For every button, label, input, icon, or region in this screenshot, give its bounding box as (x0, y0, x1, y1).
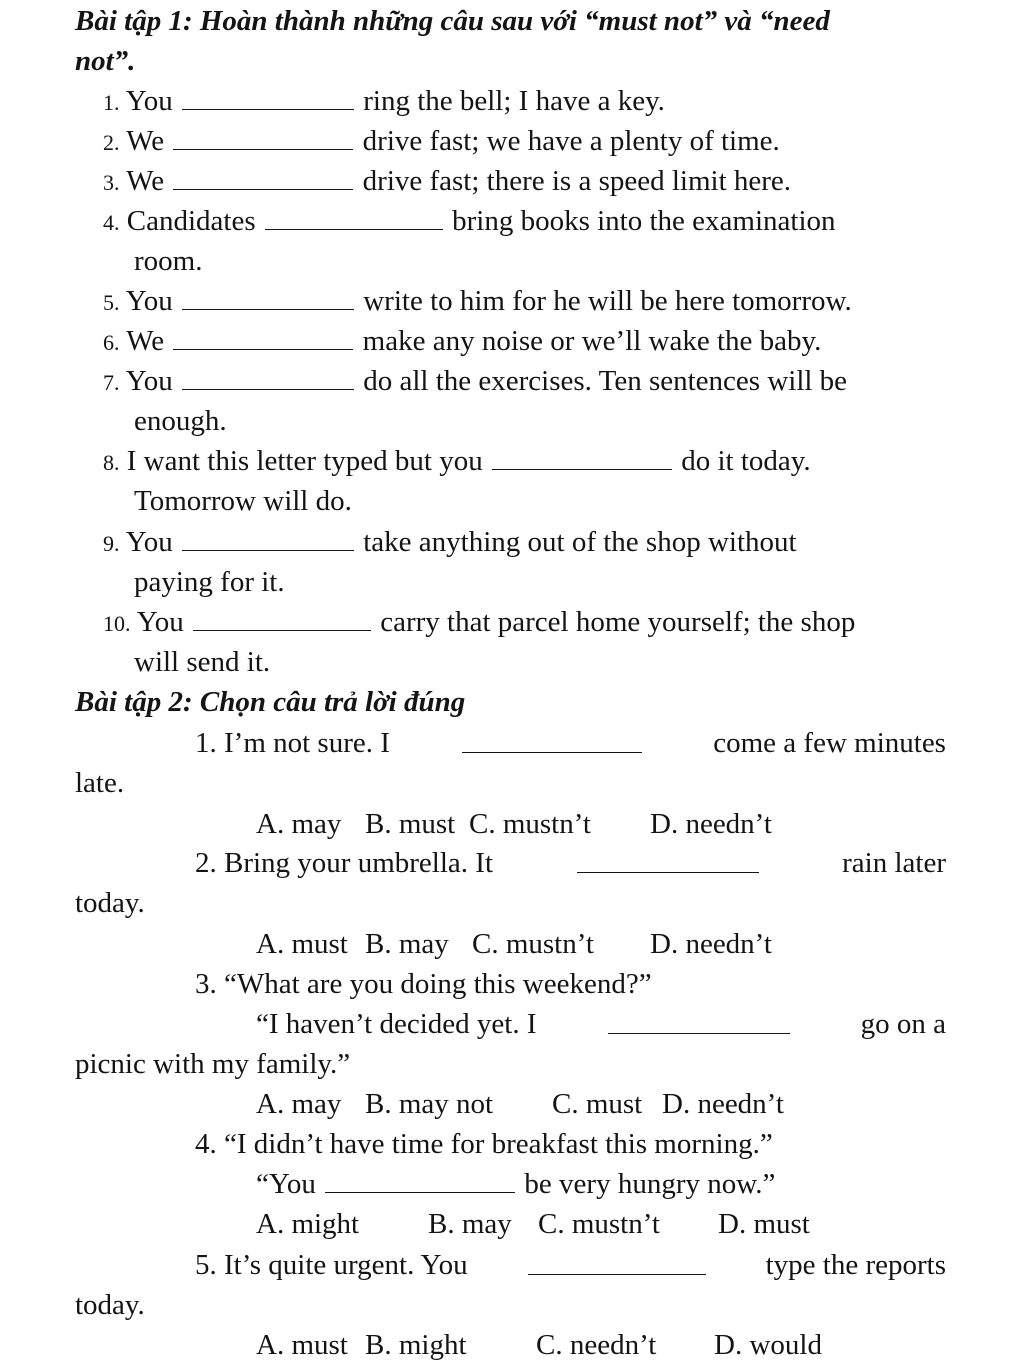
question-text-before: 2. Bring your umbrella. It (195, 847, 494, 879)
exercise2-question-3-reply (256, 1007, 946, 1041)
exercise1-item-9-continuation: paying for it. (134, 566, 285, 598)
item-text-after: take anything out of the shop without (363, 526, 797, 558)
q4-option-c[interactable]: C. mustn’t (538, 1208, 660, 1240)
item-text-before: I want this letter typed but you (126, 445, 483, 477)
question-text-after: be very hungry now.” (524, 1168, 776, 1200)
item-text-before: You (125, 85, 173, 117)
answer-blank[interactable] (182, 309, 354, 310)
exercise2-question-3-continuation: picnic with my family.” (75, 1048, 351, 1080)
item-text-before: We (126, 125, 165, 157)
item-number: 7. (103, 370, 120, 395)
q2-option-d[interactable]: D. needn’t (650, 928, 772, 960)
item-text-before: You (125, 365, 173, 397)
answer-blank[interactable] (325, 1192, 515, 1193)
q4-option-b[interactable]: B. may (428, 1208, 512, 1240)
question-text-before: 1. I’m not sure. I (195, 727, 390, 759)
exercise1-item-5 (103, 284, 852, 320)
exercise1-item-9 (103, 525, 797, 561)
exercise1-item-10-continuation: will send it. (134, 646, 271, 678)
exercise1-item-4-continuation: room. (134, 245, 203, 277)
item-number: 6. (103, 330, 120, 355)
q2-option-c[interactable]: C. mustn’t (472, 928, 594, 960)
exercise2-question-3: 3. “What are you doing this weekend?” (195, 968, 652, 1000)
q3-option-a[interactable]: A. may (256, 1088, 342, 1120)
answer-blank[interactable] (577, 872, 759, 873)
exercise1-item-8 (103, 444, 811, 480)
answer-blank[interactable] (193, 630, 371, 631)
question-text-before: 5. It’s quite urgent. You (195, 1249, 468, 1281)
item-number: 10. (103, 611, 131, 636)
exercise1-item-3 (103, 164, 791, 200)
item-number: 4. (103, 210, 120, 235)
exercise1-title-line1: Bài tập 1: Hoàn thành những câu sau với “must not” và “need (75, 5, 830, 37)
question-text-after: type the reports (765, 1249, 946, 1281)
q3-option-d[interactable]: D. needn’t (662, 1088, 784, 1120)
answer-blank[interactable] (492, 469, 672, 470)
answer-blank[interactable] (528, 1274, 706, 1275)
answer-blank[interactable] (265, 229, 443, 230)
exercise1-item-7 (103, 364, 847, 400)
item-text-after: write to him for he will be here tomorrow. (363, 285, 852, 317)
q2-option-b[interactable]: B. may (365, 928, 449, 960)
item-number: 3. (103, 170, 120, 195)
item-number: 5. (103, 290, 120, 315)
exercise1-item-4 (103, 204, 836, 240)
question-text-after: come a few minutes (713, 727, 946, 759)
q4-option-a[interactable]: A. might (256, 1208, 360, 1240)
question-text-before: “I haven’t decided yet. I (256, 1008, 537, 1040)
item-number: 2. (103, 130, 120, 155)
item-text-before: You (125, 526, 173, 558)
exercise2-question-2-continuation: today. (75, 887, 145, 919)
answer-blank[interactable] (173, 189, 353, 190)
exercise2-question-1-continuation: late. (75, 767, 125, 799)
item-text-before: Candidates (126, 205, 256, 237)
item-text-after: drive fast; there is a speed limit here. (362, 165, 792, 197)
item-text-before: We (126, 165, 165, 197)
q5-option-d[interactable]: D. would (714, 1329, 822, 1361)
exercise2-question-4: 4. “I didn’t have time for breakfast this morning.” (195, 1128, 773, 1160)
q1-option-c[interactable]: C. mustn’t (469, 808, 591, 840)
exercise1-item-7-continuation: enough. (134, 405, 227, 437)
item-text-after: bring books into the examination (452, 205, 836, 237)
exercise2-question-5-continuation: today. (75, 1289, 145, 1321)
exercise1-item-2 (103, 124, 780, 160)
item-number: 9. (103, 531, 120, 556)
exercise2-question-4-reply (256, 1167, 775, 1201)
exercise2-question-1 (195, 726, 946, 760)
exercise1-item-8-continuation: Tomorrow will do. (134, 485, 352, 517)
exercise2-question-5 (195, 1248, 946, 1282)
answer-blank[interactable] (173, 349, 353, 350)
answer-blank[interactable] (182, 389, 354, 390)
q3-option-b[interactable]: B. may not (365, 1088, 494, 1120)
item-text-before: You (136, 606, 184, 638)
q5-option-a[interactable]: A. must (256, 1329, 348, 1361)
q1-option-a[interactable]: A. may (256, 808, 342, 840)
item-text-after: do it today. (681, 445, 811, 477)
q5-option-c[interactable]: C. needn’t (536, 1329, 657, 1361)
exercise1-item-1 (103, 84, 665, 120)
q3-option-c[interactable]: C. must (552, 1088, 643, 1120)
item-number: 1. (103, 90, 120, 115)
answer-blank[interactable] (182, 550, 354, 551)
item-text-before: We (126, 325, 165, 357)
item-text-before: You (125, 285, 173, 317)
q1-option-b[interactable]: B. must (365, 808, 456, 840)
answer-blank[interactable] (608, 1033, 790, 1034)
answer-blank[interactable] (182, 109, 354, 110)
question-text-after: rain later (842, 847, 946, 879)
q5-option-b[interactable]: B. might (365, 1329, 467, 1361)
exercise1-item-10 (103, 605, 855, 641)
exercise2-question-2 (195, 846, 946, 880)
question-text-after: go on a (860, 1008, 946, 1040)
exercise1-title-line2: not”. (75, 45, 136, 77)
item-text-after: do all the exercises. Ten sentences will be (363, 365, 848, 397)
q1-option-d[interactable]: D. needn’t (650, 808, 772, 840)
item-text-after: ring the bell; I have a key. (363, 85, 665, 117)
answer-blank[interactable] (173, 149, 353, 150)
q4-option-d[interactable]: D. must (718, 1208, 810, 1240)
answer-blank[interactable] (462, 752, 642, 753)
exercise2-title: Bài tập 2: Chọn câu trả lời đúng (75, 686, 466, 718)
q2-option-a[interactable]: A. must (256, 928, 348, 960)
exercise1-item-6 (103, 324, 821, 360)
item-text-after: make any noise or we’ll wake the baby. (362, 325, 822, 357)
question-text-before: “You (256, 1168, 316, 1200)
item-text-after: drive fast; we have a plenty of time. (362, 125, 780, 157)
item-number: 8. (103, 450, 120, 475)
item-text-after: carry that parcel home yourself; the shop (380, 606, 856, 638)
